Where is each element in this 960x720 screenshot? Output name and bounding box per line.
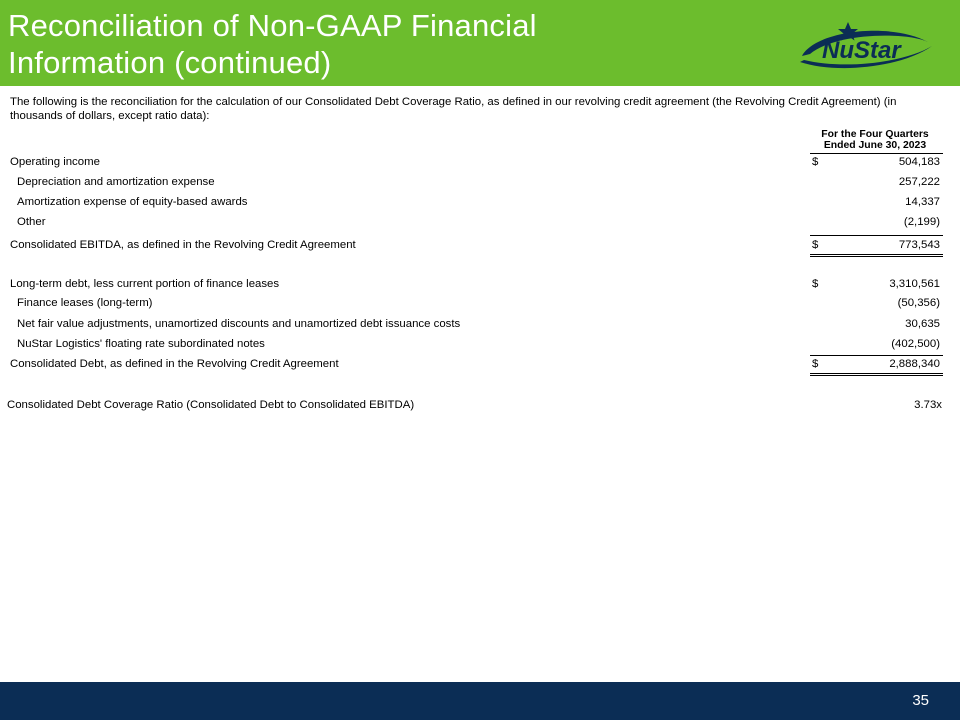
row-label: Consolidated EBITDA, as defined in the Revolving Credit Agreement bbox=[10, 239, 356, 251]
subtotal-rule bbox=[810, 235, 943, 236]
logo-wordmark: NuStar bbox=[822, 37, 901, 64]
row-value: (402,500) bbox=[891, 338, 940, 350]
intro-text: The following is the reconciliation for the calculation of our Consolidated Debt Coverage Ratio, as defined in our revolving credit agreement (the Revolving Credit Agreement) (in thousands of dollars, except ratio data): bbox=[10, 96, 897, 122]
page-number: 35 bbox=[912, 692, 929, 709]
row-dollar-sign: $ bbox=[812, 358, 819, 370]
column-header-underline bbox=[810, 153, 943, 154]
table-row-equity-awards bbox=[0, 196, 960, 212]
row-value: 3,310,561 bbox=[889, 278, 940, 290]
row-value: 30,635 bbox=[905, 318, 940, 330]
table-row-consolidated-debt bbox=[0, 358, 960, 374]
row-value: 773,543 bbox=[898, 239, 940, 251]
total-double-rule-1 bbox=[810, 254, 943, 255]
row-label: Net fair value adjustments, unamortized discounts and unamortized debt issuance costs bbox=[17, 318, 461, 330]
row-dollar-sign: $ bbox=[812, 156, 819, 168]
row-dollar-sign: $ bbox=[812, 278, 819, 290]
table-row-long-term-debt bbox=[0, 278, 960, 294]
subtotal-rule bbox=[810, 355, 943, 356]
table-row-fair-value-adjustments bbox=[0, 318, 960, 334]
slide-title-line-2: Information (continued) bbox=[8, 45, 332, 80]
table-row-operating-income bbox=[0, 156, 960, 172]
table-row-finance-leases bbox=[0, 297, 960, 313]
row-value: 504,183 bbox=[898, 156, 940, 168]
row-label: NuStar Logistics' floating rate subordinated notes bbox=[17, 338, 265, 350]
row-value: 2,888,340 bbox=[889, 358, 940, 370]
row-dollar-sign: $ bbox=[812, 239, 819, 251]
row-value: 257,222 bbox=[898, 176, 940, 188]
row-label: Depreciation and amortization expense bbox=[17, 176, 215, 188]
column-header bbox=[808, 129, 942, 151]
slide-title-line-1: Reconciliation of Non-GAAP Financial bbox=[8, 8, 537, 43]
table-row-depreciation bbox=[0, 176, 960, 192]
row-label: Consolidated Debt Coverage Ratio (Consolidated Debt to Consolidated EBITDA) bbox=[7, 399, 415, 411]
row-label: Amortization expense of equity-based awards bbox=[17, 196, 248, 208]
table-row-other bbox=[0, 216, 960, 232]
slide-footer bbox=[0, 682, 960, 720]
row-value: 14,337 bbox=[905, 196, 940, 208]
column-header-line-1: For the Four Quarters bbox=[821, 129, 929, 140]
row-label: Long-term debt, less current portion of finance leases bbox=[10, 278, 280, 290]
table-row-consolidated-ebitda bbox=[0, 239, 960, 255]
table-row-coverage-ratio bbox=[0, 399, 960, 415]
row-label: Finance leases (long-term) bbox=[17, 297, 153, 309]
row-label: Consolidated Debt, as defined in the Revolving Credit Agreement bbox=[10, 358, 339, 370]
column-header-line-2: Ended June 30, 2023 bbox=[823, 140, 927, 151]
nustar-logo bbox=[796, 16, 936, 76]
slide-title bbox=[8, 7, 708, 81]
row-label: Other bbox=[17, 216, 46, 228]
table-row-subordinated-notes bbox=[0, 338, 960, 354]
row-label: Operating income bbox=[10, 156, 100, 168]
total-double-rule-1 bbox=[810, 373, 943, 374]
row-value: (2,199) bbox=[903, 216, 940, 228]
row-value: 3.73x bbox=[914, 399, 942, 411]
total-double-rule-2 bbox=[810, 256, 943, 257]
slide-header bbox=[0, 0, 960, 86]
total-double-rule-2 bbox=[810, 375, 943, 376]
row-value: (50,356) bbox=[897, 297, 940, 309]
